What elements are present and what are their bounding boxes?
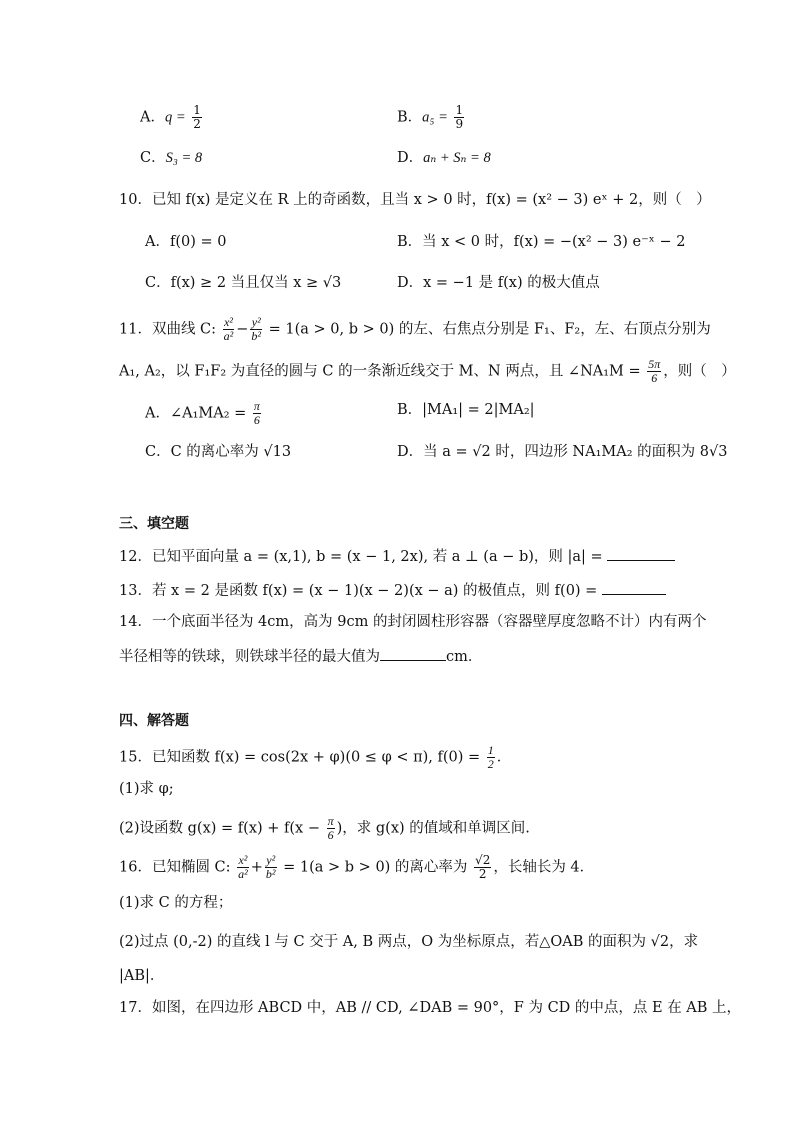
q14-line1: 14．一个底面半径为 4cm，高为 9cm 的封闭圆柱形容器（容器壁厚度忽略不计）内有两个 xyxy=(119,614,707,630)
q11-option-d: D．当 a = √2 时，四边形 NA₁MA₂ 的面积为 8√3 xyxy=(397,444,728,460)
q15-part1: (1)求 φ; xyxy=(119,781,174,797)
q16-stem: 16．已知椭圆 C: $\frac{\text{x²}}{\text{a²}}$ + $\frac{\text{y²}}{\text{b²}}$ = 1(a > b > 0) 的离心率为 $\frac{√2}{2}$ ，长轴长为 4． xyxy=(119,853,595,881)
q14-line2: 半径相等的铁球，则铁球半径的最大值为 cm． xyxy=(119,646,482,667)
q9-option-c: C．S₃ = 8 xyxy=(140,150,203,166)
q11-stem-line1: 11．双曲线 C: $\frac{\text{x²}}{\text{a²}}$ − $\frac{\text{y²}}{\text{b²}}$ = 1(a > 0, b > 0) 的左、右焦点分别是 F₁、F₂，左、右顶点分别为 xyxy=(119,315,711,343)
fraction: $\frac{√2}{2}$ xyxy=(475,853,491,881)
q9-option-a: A．q = $\frac{1}{2}$ xyxy=(140,103,201,131)
q11-option-c: C．C 的离心率为 √13 xyxy=(145,444,292,460)
q11-option-a: A．∠A₁MA₂ = $\frac{\pi}{6}$ xyxy=(145,399,260,427)
q15-stem: 15．已知函数 f(x) = cos(2x + φ)(0 ≤ φ < π), f(0) = $\frac{1}{2}$ ． xyxy=(119,743,512,771)
q17-stem: 17．如图，在四边形 ABCD 中，AB // CD, ∠DAB = 90°，F 为 CD 的中点，点 E 在 AB 上， xyxy=(119,1000,742,1016)
q9-option-b: B．a₅ = $\frac{1}{9}$ xyxy=(397,103,464,131)
fraction: $\frac{1}{2}$ xyxy=(487,743,494,771)
q10-option-c: C．f(x) ≥ 2 当且仅当 x ≥ √3 xyxy=(145,275,342,291)
fraction: $\frac{\text{y²}}{\text{b²}}$ xyxy=(265,853,276,881)
q10-option-b: B．当 x < 0 时，f(x) = −(x² − 3) e⁻ˣ − 2 xyxy=(397,234,686,250)
q15-part2: (2)设函数 g(x) = f(x) + f(x − $\frac{\pi}{6}$ )，求 g(x) 的值域和单调区间. xyxy=(119,814,530,842)
fraction: $\frac{1}{9}$ xyxy=(455,103,464,131)
answer-blank[interactable] xyxy=(380,646,446,661)
q13: 13．若 x = 2 是函数 f(x) = (x − 1)(x − 2)(x − a) 的极值点，则 f(0) = xyxy=(119,580,666,601)
fraction: $\frac{\text{x²}}{\text{a²}}$ xyxy=(238,853,248,881)
fraction: $\frac{\text{y²}}{\text{b²}}$ xyxy=(251,315,262,343)
q10-option-a: A．f(0) = 0 xyxy=(145,234,227,250)
section-fill-in-heading: 三、填空题 xyxy=(119,516,189,532)
q11-option-b: B．|MA₁| = 2|MA₂| xyxy=(397,402,535,418)
fraction: $\frac{\text{x²}}{\text{a²}}$ xyxy=(223,315,234,343)
q9-option-d: D．aₙ + Sₙ = 8 xyxy=(397,150,491,166)
answer-blank[interactable] xyxy=(602,580,666,595)
fraction: $\frac{\pi}{6}$ xyxy=(253,399,260,427)
answer-blank[interactable] xyxy=(607,546,675,561)
q16-part1: (1)求 C 的方程； xyxy=(119,895,233,911)
fraction: $\frac{1}{2}$ xyxy=(193,103,201,131)
section-answer-heading: 四、解答题 xyxy=(119,713,189,729)
q12: 12．已知平面向量 a = (x,1), b = (x − 1, 2x), 若 a ⊥ (a − b)，则 |a| = xyxy=(119,546,675,567)
fraction: $\frac{5\pi}{6}$ xyxy=(648,357,661,385)
q10-stem: 10．已知 f(x) 是定义在 R 上的奇函数，且当 x > 0 时，f(x) = (x² − 3) eˣ + 2，则（ ） xyxy=(119,192,711,208)
q10-option-d: D．x = −1 是 f(x) 的极大值点 xyxy=(397,275,600,291)
q11-stem-line2: A₁, A₂，以 F₁F₂ 为直径的圆与 C 的一条渐近线交于 M、N 两点，且 ∠NA₁M = $\frac{5\pi}{6}$ ，则（ ） xyxy=(119,357,736,385)
q16-part2: (2)过点 (0,-2) 的直线 l 与 C 交于 A, B 两点，O 为坐标原点，若△OAB 的面积为 √2，求 xyxy=(119,934,699,950)
q16-part2-end: |AB|． xyxy=(119,968,165,984)
fraction: $\frac{\pi}{6}$ xyxy=(327,814,334,842)
